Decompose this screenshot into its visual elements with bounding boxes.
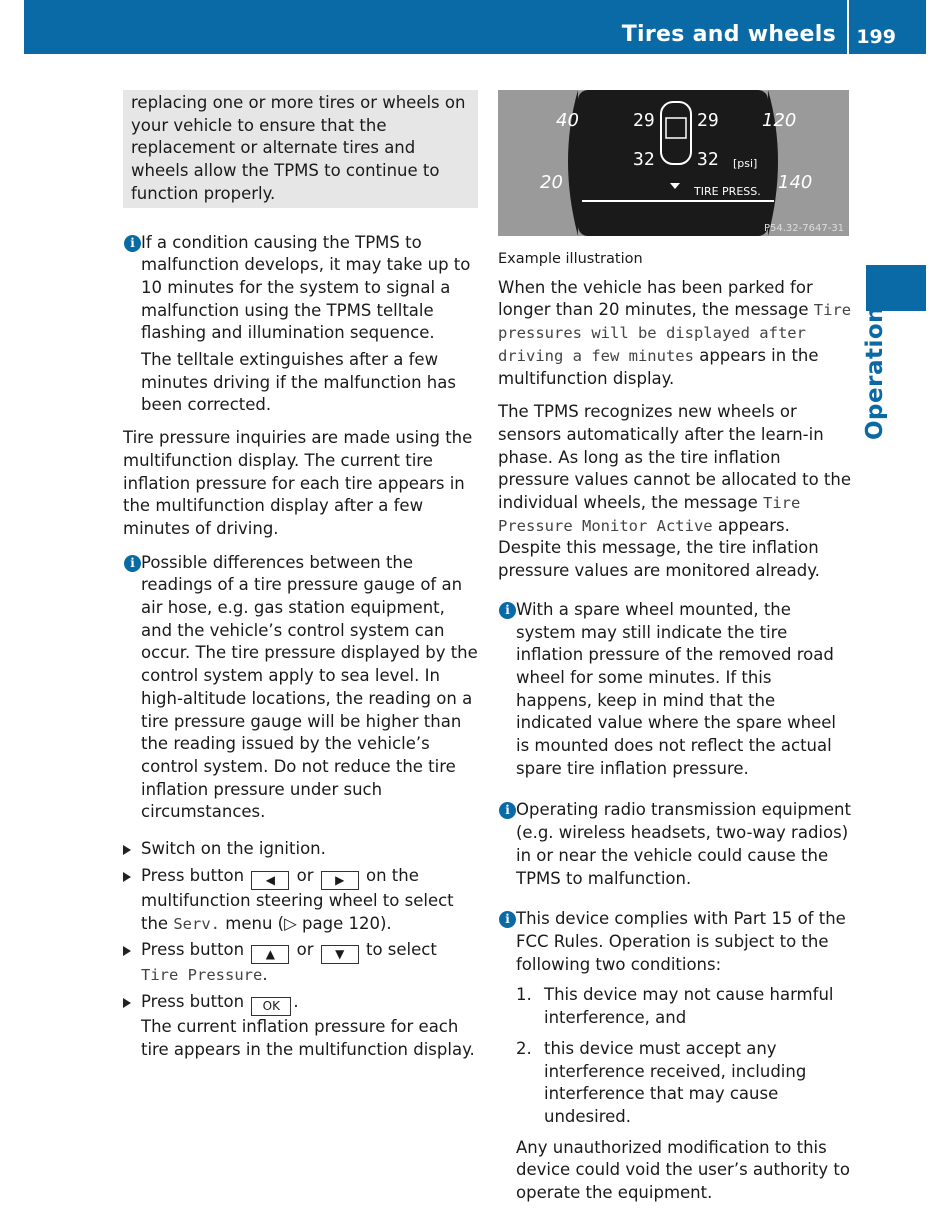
list-text: this device must accept any interference received, including interference that may cause undesired. xyxy=(544,1038,807,1126)
info-note xyxy=(498,799,852,890)
page-header xyxy=(24,0,926,54)
info-note xyxy=(498,599,852,781)
step-arrow-icon xyxy=(123,845,131,855)
info-icon: i xyxy=(499,802,516,819)
front-right-pressure: 29 xyxy=(697,110,719,131)
rear-left-pressure: 32 xyxy=(633,149,655,170)
speed-20-label: 20 xyxy=(540,172,563,193)
left-arrow-key-icon: ◀ xyxy=(251,871,289,890)
list-item xyxy=(516,1038,852,1129)
step-item xyxy=(123,865,478,935)
up-arrow-key-icon: ▲ xyxy=(251,945,289,964)
note-text: Any unauthorized modification to this device could void the user’s authority to operate the equipment. xyxy=(516,1137,850,1203)
step-result: The current inflation pressure for each tire appears in the multifunction display. xyxy=(141,1016,475,1059)
figure-reference: P54.32-7647-31 xyxy=(764,223,845,234)
figure-caption: Example illustration xyxy=(498,251,643,267)
conditions-list xyxy=(516,984,852,1128)
paragraph-text: appears in the multifunction display. xyxy=(498,345,819,388)
info-icon: i xyxy=(499,911,516,928)
step-item xyxy=(123,939,478,987)
info-icon: i xyxy=(499,602,516,619)
note-text: Possible differences between the readings of a tire pressure gauge of an air hose, e.g. gas station equipment, and the vehicle’s control system can occur. The tire pressure displayed by the control system apply to sea level. In high-altitude locations, the reading on a tire pressure gauge will be higher than the reading issued by the vehicle’s control system. Do not reduce the tire inflation pressure under such circumstances. xyxy=(141,552,478,822)
right-column xyxy=(498,90,852,1215)
info-note xyxy=(123,552,478,824)
info-note xyxy=(123,232,478,418)
rear-right-pressure: 32 xyxy=(697,149,719,170)
box-text: replacing one or more tires or wheels on your vehicle to ensure that the replacement or alternate tires and wheels allow the TPMS to continue to function properly. xyxy=(131,93,466,203)
instrument-cluster-illustration xyxy=(498,90,849,236)
list-item xyxy=(516,984,852,1029)
down-arrow-key-icon: ▼ xyxy=(321,945,359,964)
body-paragraph: Tire pressure inquiries are made using the multifunction display. The current tire inflation pressure for each tire appears in the multifunction display after a few minutes of driving. xyxy=(123,428,473,538)
step-arrow-icon xyxy=(123,872,131,882)
speed-120-label: 120 xyxy=(762,110,797,131)
step-text: or xyxy=(296,865,314,885)
right-arrow-key-icon: ▶ xyxy=(321,871,359,890)
continued-box xyxy=(123,90,478,208)
left-column xyxy=(123,90,478,1065)
display-menu-name: Serv. xyxy=(173,914,221,933)
display-message: Tire pressures will be displayed after driving a few minutes xyxy=(498,301,852,365)
step-text: or xyxy=(296,940,314,960)
speed-40-label: 40 xyxy=(556,110,579,131)
step-text: Press button xyxy=(141,940,245,960)
info-icon: i xyxy=(124,555,141,572)
note-text: If a condition causing the TPMS to malfunction develops, it may take up to 10 minutes for the system to signal a malfunction using the TPMS telltale flashing and illumination sequence. xyxy=(141,232,471,343)
step-item xyxy=(123,838,478,861)
step-arrow-icon xyxy=(123,998,131,1008)
note-text: The telltale extinguishes after a few minutes driving if the malfunction has been corrected. xyxy=(141,350,456,415)
page-number: 199 xyxy=(856,26,896,48)
list-number: 1. xyxy=(516,985,532,1005)
section-title: Tires and wheels xyxy=(621,22,836,47)
menu-label: TIRE PRESS. xyxy=(694,185,761,198)
display-menu-name: Tire Pressure xyxy=(141,966,263,985)
step-arrow-icon xyxy=(123,946,131,956)
speed-140-label: 140 xyxy=(778,172,813,193)
side-tab-marker xyxy=(866,265,926,311)
step-text: Press button xyxy=(141,865,245,885)
list-number: 2. xyxy=(516,1038,532,1058)
step-text: Press button xyxy=(141,991,245,1011)
step-item xyxy=(123,991,478,1061)
body-paragraph xyxy=(498,277,852,391)
ok-key-icon: OK xyxy=(251,997,291,1016)
step-text: to select xyxy=(365,940,437,960)
step-text: . xyxy=(262,965,268,985)
page-reference: menu (▷ page 120). xyxy=(225,913,392,933)
display-message: Tire Pressure Monitor Active xyxy=(498,494,801,535)
side-tab-label: Operation xyxy=(862,305,888,440)
front-left-pressure: 29 xyxy=(633,110,655,131)
step-text: . xyxy=(293,991,299,1011)
note-text: Operating radio transmission equipment (e.g. wireless headsets, two-way radios) in or near the vehicle could cause the TPMS to malfunction. xyxy=(516,800,851,888)
paragraph-text: When the vehicle has been parked for longer than 20 minutes, the message xyxy=(498,277,813,320)
paragraph-text: The TPMS recognizes new wheels or sensors automatically after the learn-in phase. As long as the tire inflation pressure values cannot be allocated to the individual wheels, the message xyxy=(498,402,851,513)
info-icon: i xyxy=(124,235,141,252)
body-paragraph xyxy=(498,401,852,583)
unit-label: [psi] xyxy=(733,157,758,170)
paragraph-text: appears. Despite this message, the tire inflation pressure values are monitored already. xyxy=(498,515,820,581)
step-text: Switch on the ignition. xyxy=(141,839,326,859)
step-text: on the multifunction steering wheel to select the xyxy=(141,865,454,933)
note-text: With a spare wheel mounted, the system may still indicate the tire inflation pressure of the removed road wheel for some minutes. If this happens, keep in mind that the indicated value where the spare wheel is mounted does not reflect the actual spare tire inflation pressure. xyxy=(516,599,837,778)
info-note xyxy=(498,908,852,1204)
note-text: This device complies with Part 15 of the FCC Rules. Operation is subject to the following two conditions: xyxy=(516,909,846,974)
header-divider xyxy=(847,0,849,54)
list-text: This device may not cause harmful interference, and xyxy=(544,985,834,1028)
